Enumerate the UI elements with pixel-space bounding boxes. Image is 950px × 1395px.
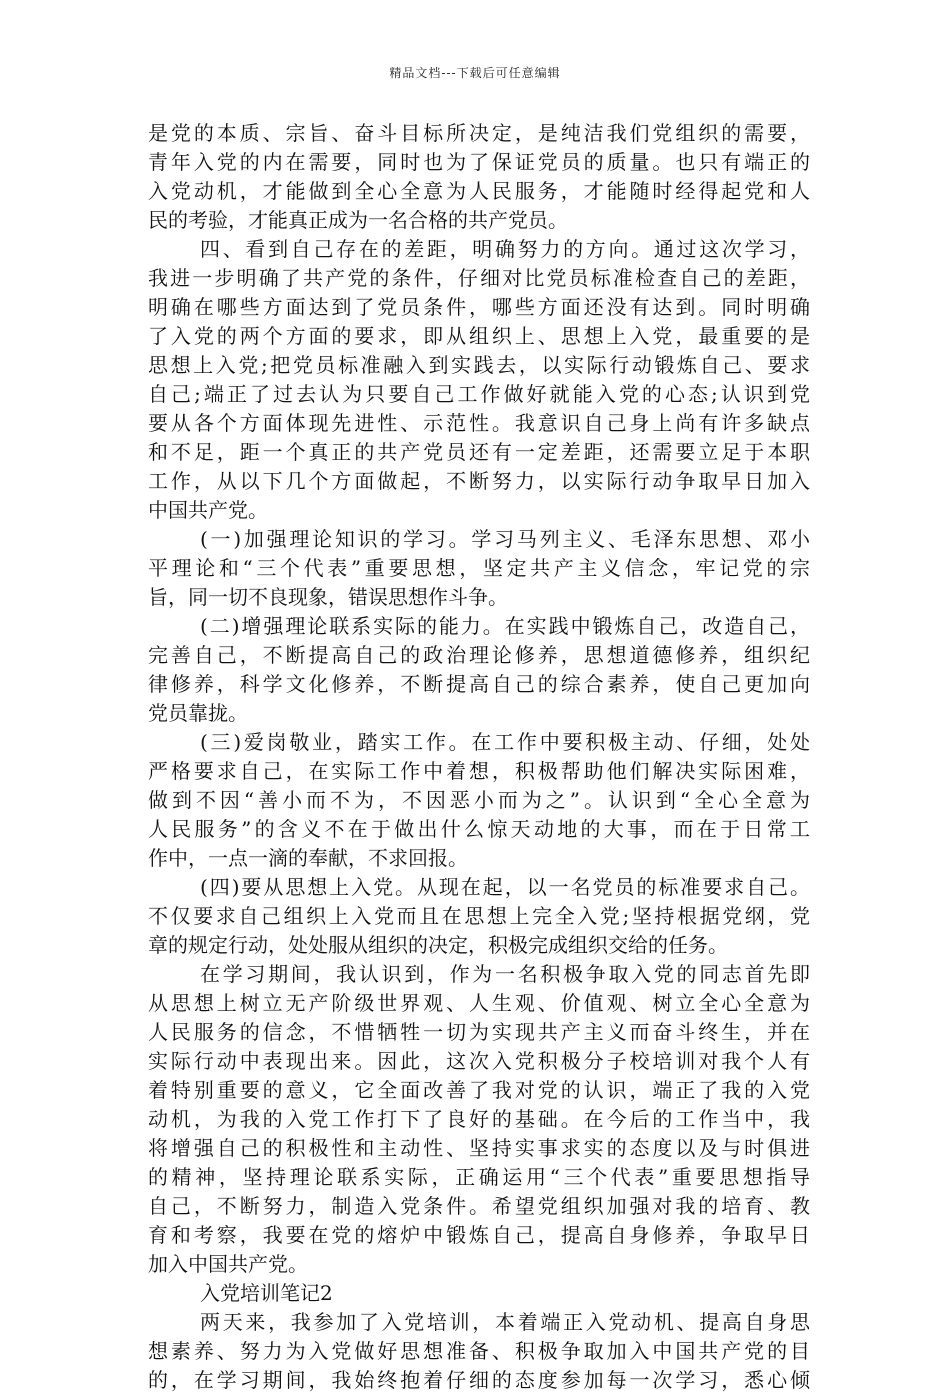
text-line: 从思想上树立无产阶级世界观、人生观、价值观、树立全心全意为: [148, 991, 810, 1015]
text-line: 了入党的两个方面的要求，即从组织上、思想上入党，最重要的是: [148, 324, 810, 348]
paragraph-first-line: 四、看到自己存在的差距，明确努力的方向。通过这次学习，: [200, 237, 810, 261]
text-line: 加入中国共产党。: [148, 1252, 308, 1276]
text-line: 育和考察，我要在党的熔炉中锻炼自己，提高自身修养，争取早日: [148, 1223, 810, 1247]
text-line: 作中，一点一滴的奉献，不求回报。: [148, 846, 468, 870]
text-line: 实际行动中表现出来。因此，这次入党积极分子校培训对我个人有: [148, 1049, 810, 1073]
text-line: 人民服务的信念，不惜牺牲一切为实现共产主义而奋斗终生，并在: [148, 1020, 810, 1044]
text-line: 律修养，科学文化修养，不断提高自己的综合素养，使自己更加向: [148, 672, 810, 696]
text-line: 和不足，距一个真正的共产党员还有一定差距，还需要立足于本职: [148, 440, 810, 464]
text-line: 党员靠拢。: [148, 701, 248, 725]
paragraph-first-line: (二)增强理论联系实际的能力。在实践中锻炼自己，改造自己，: [200, 614, 810, 638]
document-body: [148, 119, 810, 1395]
text-line: 的，在学习期间，我始终抱着仔细的态度参加每一次学习，悉心倾: [148, 1368, 810, 1392]
text-line: 旨，同一切不良现象，错误思想作斗争。: [148, 585, 508, 609]
text-line: 我进一步明确了共产党的条件，仔细对比党员标准检查自己的差距，: [148, 266, 810, 290]
text-line: 完善自己，不断提高自己的政治理论修养，思想道德修养，组织纪: [148, 643, 810, 667]
text-line: 工作，从以下几个方面做起，不断努力，以实际行动争取早日加入: [148, 469, 810, 493]
text-line: 想素养、努力为入党做好思想准备、积极争取加入中国共产党的目: [148, 1339, 810, 1363]
paragraph-first-line: (三)爱岗敬业，踏实工作。在工作中要积极主动、仔细，处处: [200, 730, 810, 754]
text-line: 入党动机，才能做到全心全意为人民服务，才能随时经得起党和人: [148, 179, 810, 203]
paragraph-first-line: 入党培训笔记2: [200, 1281, 333, 1305]
text-line: 平理论和“三个代表”重要思想，坚定共产主义信念，牢记党的宗: [148, 556, 810, 580]
text-line: 是党的本质、宗旨、奋斗目标所决定，是纯洁我们党组织的需要，: [148, 121, 810, 145]
text-line: 的精神，坚持理论联系实际，正确运用“三个代表”重要思想指导: [148, 1165, 810, 1189]
text-line: 自己;端正了过去认为只要自己工作做好就能入党的心态;认识到党: [148, 382, 810, 406]
text-line: 青年入党的内在需要，同时也为了保证党员的质量。也只有端正的: [148, 150, 810, 174]
text-line: 做到不因“善小而不为，不因恶小而为之”。认识到“全心全意为: [148, 788, 810, 812]
text-line: 将增强自己的积极性和主动性、坚持实事求实的态度以及与时俱进: [148, 1136, 810, 1160]
text-line: 明确在哪些方面达到了党员条件，哪些方面还没有达到。同时明确: [148, 295, 810, 319]
text-line: 中国共产党。: [148, 498, 268, 522]
paragraph-first-line: (四)要从思想上入党。从现在起，以一名党员的标准要求自己。: [200, 875, 810, 899]
text-line: 要从各个方面体现先进性、示范性。我意识自己身上尚有许多缺点: [148, 411, 810, 435]
page-header: 精品文档---下载后可任意编辑: [389, 66, 561, 80]
text-line: 民的考验，才能真正成为一名合格的共产党员。: [148, 208, 568, 232]
text-line: 动机，为我的入党工作打下了良好的基础。在今后的工作当中，我: [148, 1107, 810, 1131]
paragraph-first-line: 两天来，我参加了入党培训，本着端正入党动机、提高自身思: [200, 1310, 810, 1334]
text-line: 思想上入党;把党员标准融入到实践去，以实际行动锻炼自己、要求: [148, 353, 810, 377]
text-line: 着特别重要的意义，它全面改善了我对党的认识，端正了我的入党: [148, 1078, 810, 1102]
text-line: 章的规定行动，处处服从组织的决定，积极完成组织交给的任务。: [148, 933, 728, 957]
text-line: 自己，不断努力，制造入党条件。希望党组织加强对我的培育、教: [148, 1194, 810, 1218]
text-line: 人民服务”的含义不在于做出什么惊天动地的大事，而在于日常工: [148, 817, 810, 841]
paragraph-first-line: (一)加强理论知识的学习。学习马列主义、毛泽东思想、邓小: [200, 527, 810, 551]
text-line: 严格要求自己，在实际工作中着想，积极帮助他们解决实际困难，: [148, 759, 810, 783]
text-line: 不仅要求自己组织上入党而且在思想上完全入党;坚持根据党纲，党: [148, 904, 810, 928]
paragraph-first-line: 在学习期间，我认识到，作为一名积极争取入党的同志首先即: [200, 962, 810, 986]
